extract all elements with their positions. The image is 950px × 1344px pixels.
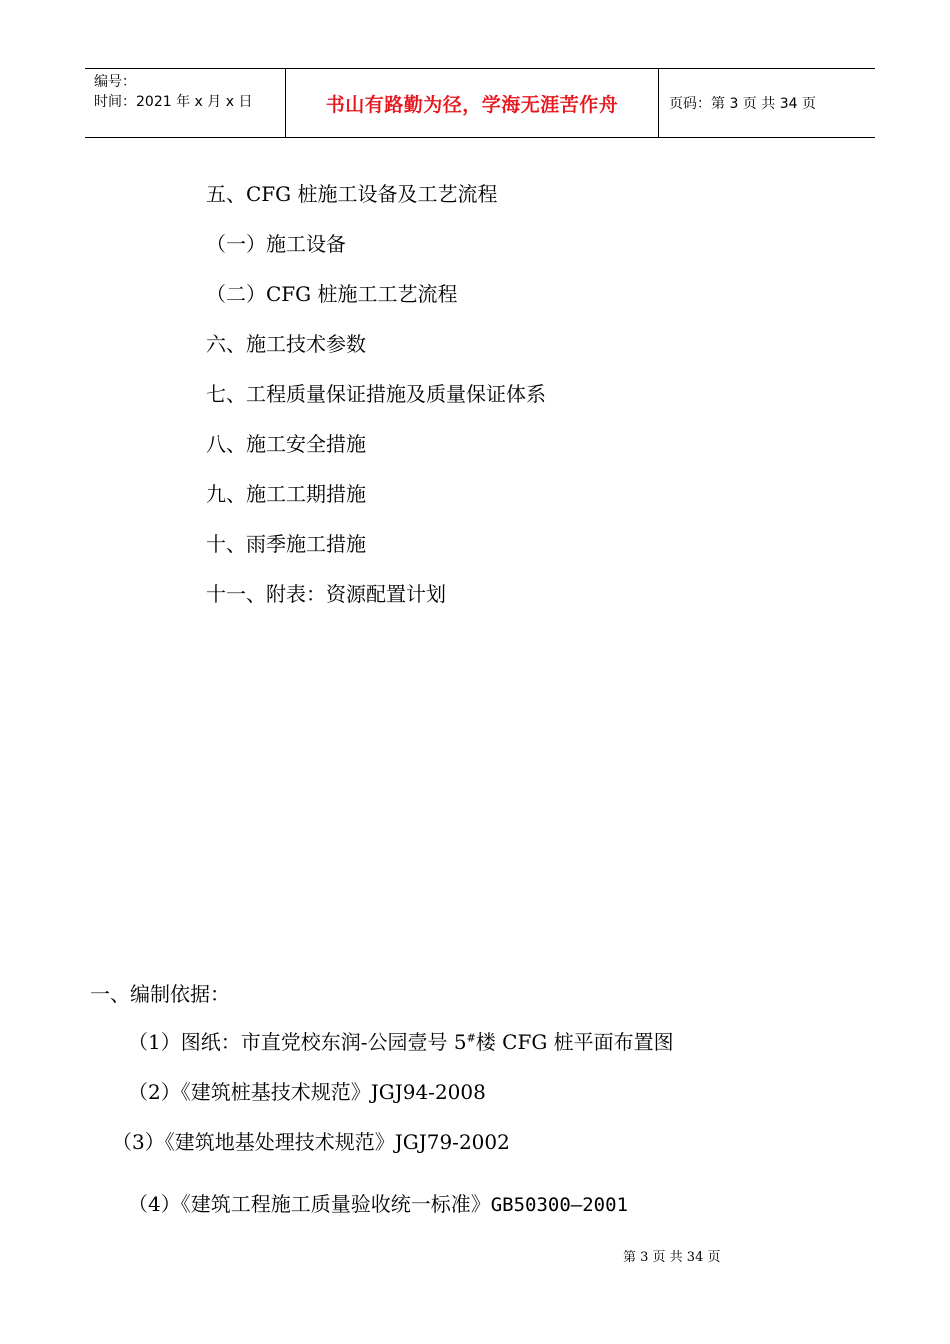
toc-item: （一）施工设备 xyxy=(206,232,346,256)
toc-item: 五、CFG 桩施工设备及工艺流程 xyxy=(206,182,498,206)
serial-label: 编号： xyxy=(94,74,136,90)
reference-text: （2）《建筑桩基技术规范》JGJ94-2008 xyxy=(128,1080,486,1104)
page-header xyxy=(85,68,875,138)
toc-item: 六、施工技术参数 xyxy=(206,332,366,356)
reference-text: （3）《建筑地基处理技术规范》JGJ79-2002 xyxy=(112,1130,510,1154)
time-label: 时间：2021 年 x 月 x 日 xyxy=(94,94,253,110)
toc-item: 七、工程质量保证措施及质量保证体系 xyxy=(206,382,546,406)
reference-item xyxy=(128,1188,628,1217)
reference-text: （1）图纸：市直党校东润-公园壹号 5 xyxy=(128,1030,467,1054)
reference-item xyxy=(112,1126,510,1155)
reference-text: （4）《建筑工程施工质量验收统一标准》 xyxy=(128,1192,491,1216)
page-footer: 第 3 页 共 34 页 xyxy=(623,1250,721,1265)
header-page-info: 页码：第 3 页 共 34 页 xyxy=(669,96,816,112)
toc-item: （二）CFG 桩施工工艺流程 xyxy=(206,282,458,306)
section-title: 一、编制依据： xyxy=(90,982,230,1006)
reference-text-suffix: 楼 CFG 桩平面布置图 xyxy=(475,1030,674,1054)
header-page-cell xyxy=(659,69,875,137)
header-motto: 书山有路勤为径，学海无涯苦作舟 xyxy=(325,93,619,116)
reference-code: GB50300—2001 xyxy=(490,1194,629,1216)
toc-item: 十、雨季施工措施 xyxy=(206,532,366,556)
toc-item: 十一、附表：资源配置计划 xyxy=(206,582,446,606)
toc-item: 八、施工安全措施 xyxy=(206,432,366,456)
header-meta xyxy=(85,69,286,137)
reference-item xyxy=(128,1026,674,1055)
header-motto-cell xyxy=(286,69,659,137)
reference-sup: # xyxy=(466,1031,476,1045)
reference-item xyxy=(128,1076,486,1105)
toc-item: 九、施工工期措施 xyxy=(206,482,366,506)
